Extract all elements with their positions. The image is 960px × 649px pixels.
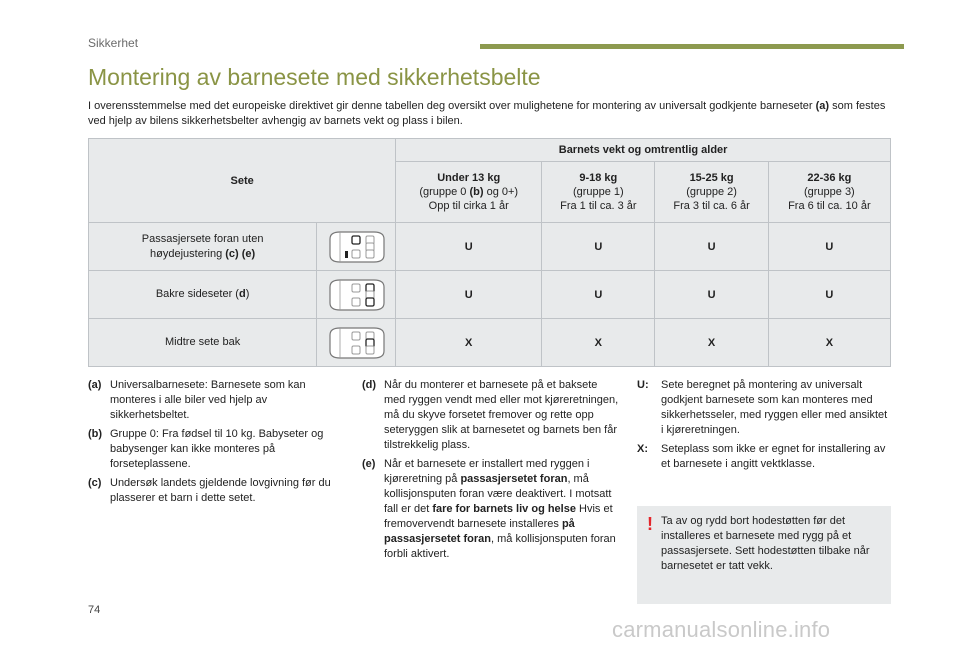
value-cell: X — [396, 319, 542, 367]
value-cell: X — [768, 319, 890, 367]
notes-right-column — [637, 378, 891, 476]
seat-header: Sete — [89, 139, 396, 223]
intro-paragraph: I overensstemmelse med det europeiske direktivet gir denne tabellen deg oversikt over mulighetene for montering av universalt godkjente barneseter (a) som festes ved hjelp av bilens sikkerhetsbelter avhengig av barnets vekt og plass i bilen. — [88, 100, 886, 127]
row-label: Passasjersete foran uten høydejustering (c) (e) — [89, 223, 317, 271]
child-seat-table — [88, 138, 891, 367]
section-divider-bar — [480, 44, 904, 49]
column-header-group-3: 22-36 kg (gruppe 3) Fra 6 til ca. 10 år — [768, 162, 890, 223]
row-label: Midtre sete bak — [89, 319, 317, 367]
page-title: Montering av barnesete med sikkerhetsbelte — [88, 64, 541, 90]
footnote-d: (d) Når du monterer et barnesete på et baksete med ryggen vendt med eller mot kjøreretningen, må du skyve forsetet fremover og rette opp seteryggen slik at barnesetet og barnets ben får tilstrekkelig plass. — [362, 379, 619, 451]
table-row — [89, 223, 891, 271]
table-row — [89, 271, 891, 319]
watermark: carmanualsonline.info — [612, 617, 831, 642]
value-cell: U — [768, 223, 890, 271]
value-cell: U — [396, 223, 542, 271]
rear-side-seats-icon — [317, 271, 396, 319]
value-cell: U — [542, 271, 655, 319]
column-header-group-0: Under 13 kg (gruppe 0 (b) og 0+) Opp til cirka 1 år — [396, 162, 542, 223]
footnote-a: (a) Universalbarnesete: Barnesete som kan monteres i alle biler ved hjelp av sikkerhetsbeltet. — [88, 379, 306, 421]
row-label: Bakre sideseter (d) — [89, 271, 317, 319]
footnote-e: (e) Når et barnesete er installert med ryggen i kjøreretning på passasjersetet foran, må kollisjonsputen foran være deaktivert. I motsatt fall er det fare for barnets liv og helse Hvis et fremovervendt barnesete installeres på passasjersetet foran, må kollisjonsputen foran forbli aktivert. — [362, 458, 616, 560]
legend-x: X: Seteplass som ikke er egnet for installering av et barnesete i angitt vektklasse. — [637, 443, 886, 470]
footnote-c: (c) Undersøk landets gjeldende lovgivning før du plasserer et barn i dette setet. — [88, 477, 331, 504]
footnote-b: (b) Gruppe 0: Fra fødsel til 10 kg. Babyseter og babysenger kan ikke monteres på forseteplassene. — [88, 428, 324, 470]
value-cell: U — [768, 271, 890, 319]
value-cell: X — [542, 319, 655, 367]
page-number: 74 — [88, 604, 101, 616]
warning-box — [637, 506, 891, 604]
warning-text: Ta av og rydd bort hodestøtten før det installeres et barnesete med rygg på et passasjersete. Sett hodestøtten tilbake når barnesetet er tatt vekk. — [661, 515, 870, 572]
value-cell: U — [655, 271, 768, 319]
section-label: Sikkerhet — [88, 36, 139, 50]
value-cell: U — [396, 271, 542, 319]
weight-age-header: Barnets vekt og omtrentlig alder — [396, 139, 891, 162]
front-passenger-seat-icon — [317, 223, 396, 271]
rear-middle-seat-icon — [317, 319, 396, 367]
column-header-group-1: 9-18 kg (gruppe 1) Fra 1 til ca. 3 år — [542, 162, 655, 223]
table-row — [89, 319, 891, 367]
warning-icon: ! — [647, 514, 653, 534]
column-header-group-2: 15-25 kg (gruppe 2) Fra 3 til ca. 6 år — [655, 162, 768, 223]
value-cell: U — [655, 223, 768, 271]
legend-u: U: Sete beregnet på montering av universalt godkjent barnesete som kan monteres med sikkerhetsseler, med ryggen eller med ansiktet i kjøreretningen. — [637, 379, 888, 436]
value-cell: U — [542, 223, 655, 271]
value-cell: X — [655, 319, 768, 367]
notes-middle-column — [362, 378, 620, 566]
notes-left-column — [88, 378, 338, 510]
